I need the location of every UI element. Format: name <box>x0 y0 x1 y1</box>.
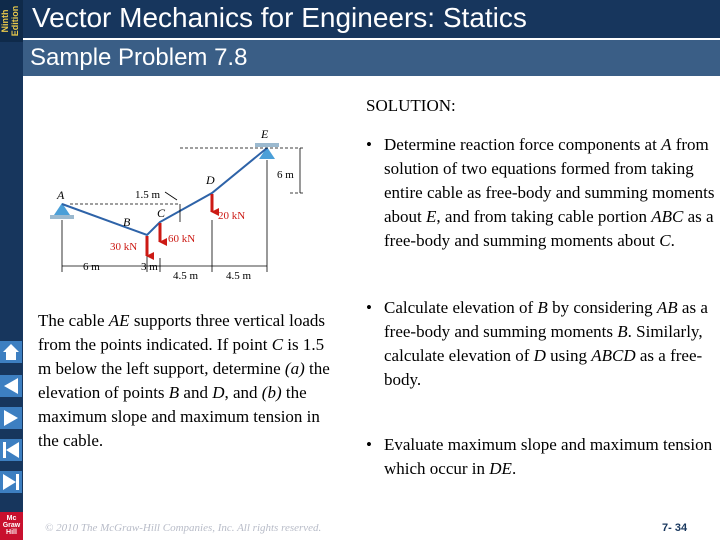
problem-statement: The cable AE supports three vertical loads from the points indicated. If point C is 1.5 m below the left support, determine (a) the elevation of points B and D, and (b) the maximum slope and maximum tension in the cable. <box>38 311 330 450</box>
label-e: E <box>261 127 269 141</box>
solution-step-3: • Evaluate maximum slope and maximum tension which occur in DE. <box>366 435 713 478</box>
dim-1-5m: 1.5 m <box>135 189 161 201</box>
dim-6m-vertical: 6 m <box>277 169 294 181</box>
dim-4-5m-a: 4.5 m <box>173 270 199 280</box>
cable-diagram <box>30 120 350 280</box>
slide-title: Vector Mechanics for Engineers: Statics <box>32 2 527 33</box>
dim-4-5m-b: 4.5 m <box>226 270 252 280</box>
label-b: B <box>123 215 131 229</box>
first-slide-icon[interactable] <box>0 439 22 461</box>
edition-text: Ninth Edition <box>0 5 20 37</box>
logo-text: Mc Graw Hill <box>2 515 21 536</box>
mcgraw-hill-logo <box>0 512 23 540</box>
solution-step-2: • Calculate elevation of B by considering AB as a free-body and summing moments B. Similarly, calculate elevation of D using ABCD as a free-body. <box>366 298 708 389</box>
solution-step-1: • Determine reaction force components at A from solution of two equations formed from taking entire cable as free-body and summing moments about E, and from taking cable portion ABC as a free-body and summing moments about C. <box>366 135 715 250</box>
title-bar <box>23 0 720 38</box>
label-c: C <box>157 206 166 220</box>
support-e <box>255 143 279 159</box>
previous-slide-icon[interactable] <box>0 375 22 397</box>
label-a: A <box>57 188 65 202</box>
solution-label: SOLUTION: <box>366 96 456 115</box>
subtitle-bar <box>23 40 720 76</box>
load-30kn-label: 30 kN <box>110 241 138 253</box>
home-icon[interactable] <box>0 341 22 363</box>
dim-6m: 6 m <box>83 261 100 273</box>
dim-3m: 3 m <box>141 261 158 273</box>
edition-badge <box>0 0 23 42</box>
next-slide-icon[interactable] <box>0 407 22 429</box>
last-slide-icon[interactable] <box>0 471 22 493</box>
label-d: D <box>206 173 215 187</box>
page-number: 7- 34 <box>662 522 688 534</box>
load-60kn-label: 60 kN <box>168 233 196 245</box>
slide-subtitle: Sample Problem 7.8 <box>30 44 248 71</box>
support-a <box>50 203 74 219</box>
load-20kn-label: 20 kN <box>218 210 246 222</box>
copyright-footer: © 2010 The McGraw-Hill Companies, Inc. All rights reserved. <box>45 522 322 534</box>
